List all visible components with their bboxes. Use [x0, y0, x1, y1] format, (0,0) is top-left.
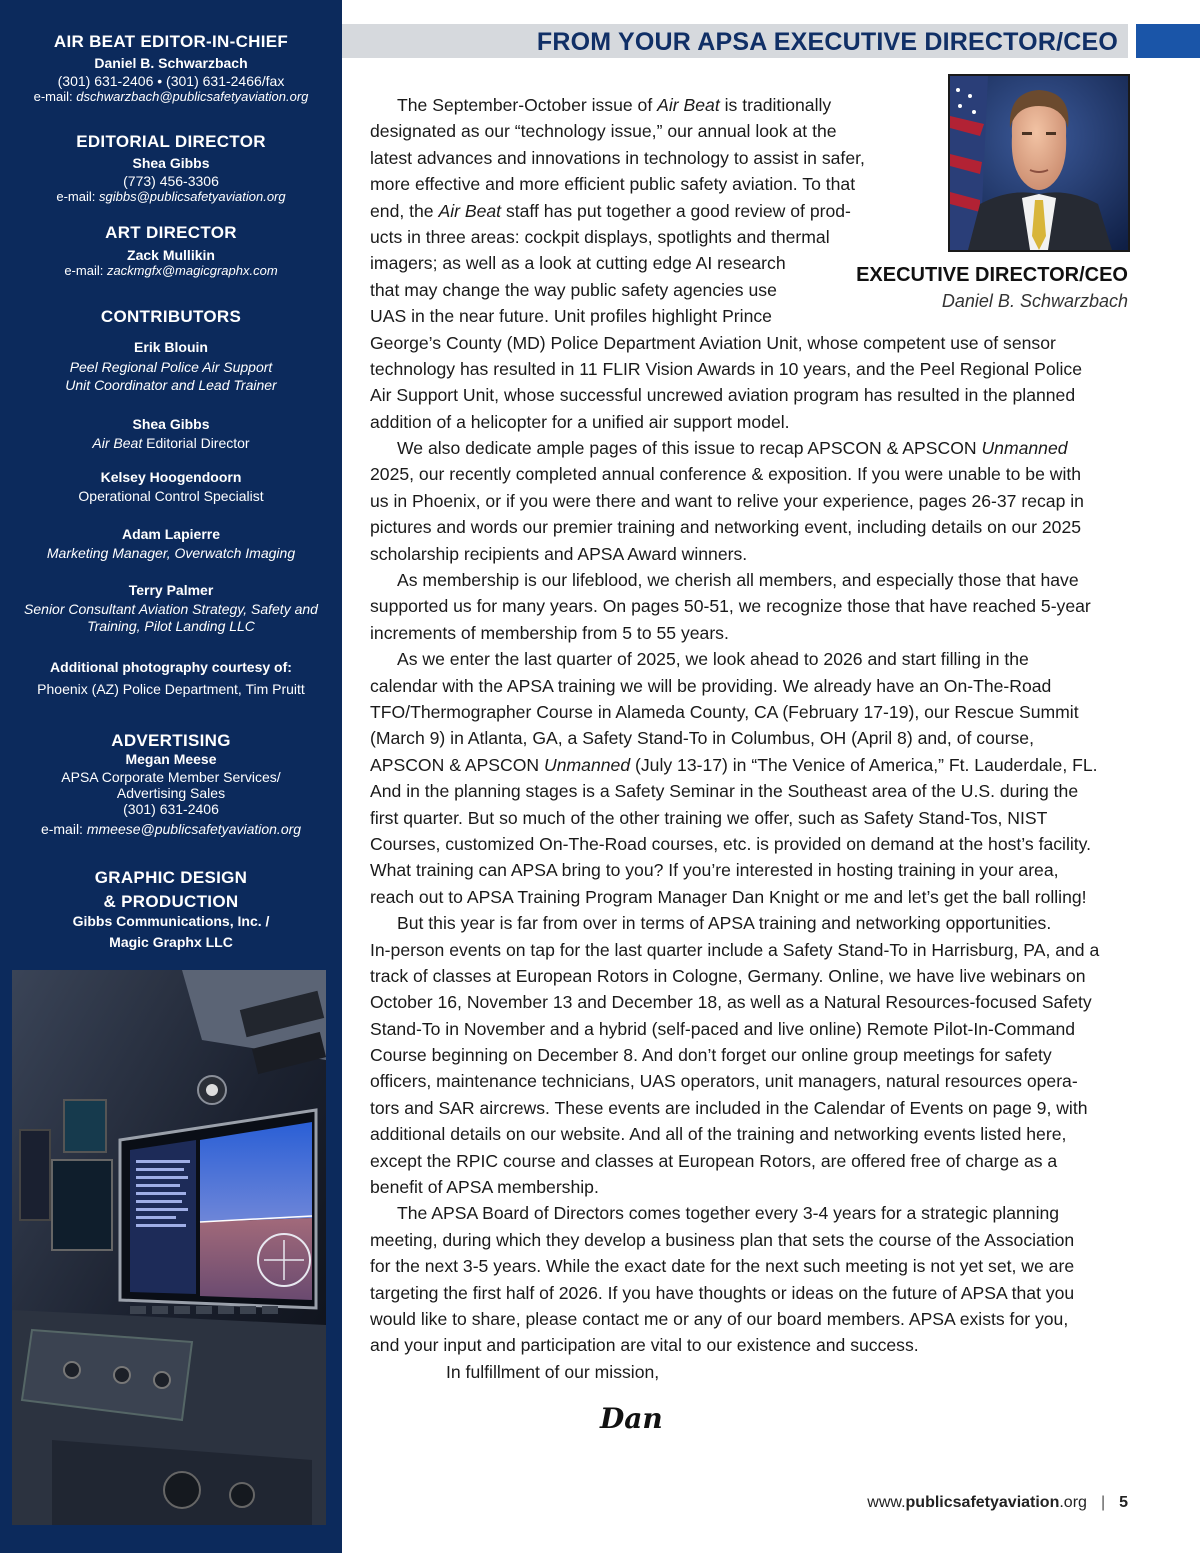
advertising-role: APSA Corporate Member Services/	[61, 769, 281, 785]
article-line: 2025, our recently completed annual conference & exposition. If you were unable to be with	[370, 464, 1082, 485]
article-line: The September-October issue of Air Beat is traditionally	[397, 95, 832, 115]
article-line: first quarter. But so much of the other training we offer, such as Safety Stand-Tos, NIST	[370, 807, 1048, 828]
article-line: additional details on our website. And all of the training and networking events listed here,	[370, 1124, 1067, 1145]
article-line: And in the planning stages is a Safety Seminar in the Southeast area of the U.S. during the	[370, 781, 1079, 802]
contributor-name: Kelsey Hoogendoorn	[100, 469, 242, 485]
page-number: 5	[1119, 1494, 1128, 1511]
contributor-name: Terry Palmer	[128, 582, 214, 598]
editor-in-chief-email: e-mail: dschwarzbach@publicsafetyaviation.org	[33, 89, 309, 104]
article-line: The APSA Board of Directors comes together every 3-4 years for a strategic planning	[397, 1203, 1060, 1224]
website-link[interactable]: www.publicsafetyaviation.org	[867, 1494, 1087, 1511]
page-title: FROM YOUR APSA EXECUTIVE DIRECTOR/CEO	[536, 28, 1118, 56]
article-line: targeting the first half of 2026. If you have thoughts or ideas on the future of APSA that you	[370, 1282, 1075, 1303]
contributor-role: Senior Consultant Aviation Strategy, Safety and	[24, 601, 318, 617]
article-line: track of classes at European Rotors in Cologne, Germany. Online, we have live webinars on	[370, 965, 1086, 986]
graphic-design-heading: & PRODUCTION	[103, 892, 239, 911]
article-line: UAS in the near future. Unit profiles highlight Prince	[370, 306, 772, 327]
advertising-heading: ADVERTISING	[111, 731, 231, 750]
article-line: pictures and words our premier training and networking event, including details on our 2025	[370, 517, 1082, 538]
contributors-heading: CONTRIBUTORS	[100, 307, 242, 326]
cockpit-display-photo	[12, 970, 326, 1525]
article-line: for the next 3-5 years. While the exact date for the next such meeting is not yet set, we are	[370, 1256, 1075, 1277]
editorial-director-email-link[interactable]: sgibbs@publicsafetyaviation.org	[98, 189, 286, 204]
article-line: imagers; as well as a look at cutting edge AI research	[370, 253, 786, 274]
contributor-role: Marketing Manager, Overwatch Imaging	[46, 545, 296, 561]
graphic-design-company: Gibbs Communications, Inc. /	[72, 913, 270, 929]
advertising-phone: (301) 631-2406	[123, 801, 219, 817]
editor-in-chief-email-link[interactable]: dschwarzbach@publicsafetyaviation.org	[76, 89, 309, 104]
article-line: supported us for many years. On pages 50-51, we recognize those that have reached 5-year	[370, 596, 1091, 617]
contributor-role: Air Beat Editorial Director	[92, 435, 250, 451]
article-line: end, the Air Beat staff has put together a good review of prod-	[370, 200, 851, 221]
advertising-email: e-mail: mmeese@publicsafetyaviation.org	[40, 821, 302, 837]
article-line: TFO/Thermographer Course in Alameda County, CA (February 17-19), our Rescue Summit	[370, 701, 1079, 722]
article-line: As membership is our lifeblood, we cherish all members, and especially those that have	[397, 570, 1079, 591]
article-line: (March 9) in Atlanta, GA, a Safety Stand-To in Columbus, OH (April 8) and, of course,	[370, 728, 1034, 749]
editorial-director-name: Shea Gibbs	[132, 155, 210, 171]
contributor-item	[0, 339, 342, 393]
graphic-design-heading: GRAPHIC DESIGN	[94, 868, 248, 887]
contributor-item	[0, 582, 342, 634]
advertising-role: Advertising Sales	[116, 785, 226, 801]
art-director-email: e-mail: zackmgfx@magicgraphx.com	[64, 263, 278, 278]
article-line: calendar with the APSA training we will be providing. We already have an On-The-Road	[370, 675, 1052, 696]
article-line: reach out to APSA Training Program Manager Dan Knight or me and let’s get the ball rolling!	[370, 886, 1087, 907]
editorial-director-email: e-mail: sgibbs@publicsafetyaviation.org	[56, 189, 286, 204]
advertising-section	[0, 731, 342, 837]
art-director-heading: ART DIRECTOR	[105, 223, 237, 242]
art-director-section	[0, 223, 342, 278]
article-line: meeting, during which they develop a business plan that sets the course of the Association	[370, 1229, 1075, 1250]
photo-credit-text: Phoenix (AZ) Police Department, Tim Pruitt	[37, 681, 305, 697]
article-line: except the RPIC course and classes at European Rotors, are offered free of charge as a	[370, 1150, 1058, 1171]
contributor-item	[0, 469, 342, 504]
photo-credit-heading: Additional photography courtesy of:	[50, 659, 292, 675]
contributor-name: Erik Blouin	[134, 339, 208, 355]
closing-line: In fulfillment of our mission,	[446, 1361, 660, 1382]
article-line: designated as our “technology issue,” our annual look at the	[370, 121, 837, 142]
article-line: What training can APSA bring to you? If you’re interested in hosting training in your area,	[370, 860, 1059, 881]
article-body	[370, 92, 1170, 1385]
article-line: scholarship recipients and APSA Award winners.	[370, 543, 748, 564]
article-line: benefit of APSA membership.	[370, 1177, 599, 1198]
graphic-design-company: Magic Graphx LLC	[109, 934, 233, 950]
footer-separator: |	[1100, 1494, 1106, 1511]
header-accent-block	[1136, 24, 1200, 58]
article-line: increments of membership from 5 to 55 years.	[370, 622, 729, 643]
editorial-director-section	[0, 132, 342, 204]
article-line: addition of a helicopter for a unified air support model.	[370, 411, 790, 432]
article-line: October 16, November 13 and December 18, as well as a Natural Resources-focused Safety	[370, 992, 1092, 1013]
article-line: As we enter the last quarter of 2025, we look ahead to 2026 and start filling in the	[397, 649, 1029, 670]
article-line: In-person events on tap for the last quarter include a Safety Stand-To in Harrisburg, PA, and a	[370, 939, 1100, 960]
page-footer	[867, 1494, 1128, 1512]
article-line: would like to share, please contact me or any of our board members. APSA exists for you,	[370, 1308, 1069, 1329]
art-director-email-link[interactable]: zackmgfx@magicgraphx.com	[106, 263, 278, 278]
article-line: us in Phoenix, or if you were there and want to relive your experience, pages 26-37 recap in	[370, 490, 1084, 511]
editorial-director-phone: (773) 456-3306	[123, 173, 219, 189]
editorial-director-heading: EDITORIAL DIRECTOR	[76, 132, 266, 151]
article-line: latest advances and innovations in technology to assist in safer,	[370, 147, 865, 168]
graphic-design-section	[0, 868, 342, 950]
contributor-role: Peel Regional Police Air Support	[69, 359, 273, 375]
article-line: and your input and participation are vital to our existence and success.	[370, 1335, 919, 1356]
article-line: officers, maintenance technicians, UAS operators, unit managers, natural resources opera-	[370, 1071, 1078, 1092]
article-line: technology has resulted in 11 FLIR Vision Awards in 10 years, and the Peel Regional Police	[370, 358, 1083, 379]
article-line: Air Support Unit, whose successful uncrewed aviation program has resulted in the planned	[370, 385, 1076, 406]
contributor-role: Operational Control Specialist	[78, 488, 264, 504]
article-line: APSCON & APSCON Unmanned (July 13-17) in “The Venice of America,” Ft. Lauderdale, FL.	[370, 754, 1098, 775]
advertising-email-link[interactable]: mmeese@publicsafetyaviation.org	[86, 821, 302, 837]
portrait-caption-name: Daniel B. Schwarzbach	[941, 291, 1128, 311]
photo-credit-section	[0, 659, 342, 697]
article-line: Course beginning on December 8. And don’t forget our online group meetings for safety	[370, 1045, 1052, 1066]
contributor-item	[0, 416, 342, 451]
art-director-name: Zack Mullikin	[127, 247, 215, 263]
contributor-role: Training, Pilot Landing LLC	[87, 618, 255, 634]
masthead-sidebar	[0, 0, 342, 1553]
contributor-item	[0, 526, 342, 561]
contributor-name: Shea Gibbs	[132, 416, 210, 432]
editor-in-chief-phone: (301) 631-2406 • (301) 631-2466/fax	[57, 73, 285, 89]
portrait-caption-title: EXECUTIVE DIRECTOR/CEO	[856, 264, 1128, 286]
advertising-name: Megan Meese	[125, 751, 217, 767]
article-line: Courses, customized On-The-Road courses, etc. is provided on demand at the host’s facility.	[370, 833, 1092, 854]
editor-in-chief-heading: AIR BEAT EDITOR-IN-CHIEF	[53, 32, 289, 51]
article-line: George’s County (MD) Police Department Aviation Unit, whose competent use of sensor	[370, 332, 1056, 353]
editor-in-chief-section	[0, 32, 342, 104]
article-line: more effective and more efficient public safety aviation. To that	[370, 174, 856, 195]
article-line: that may change the way public safety agencies use	[370, 279, 777, 300]
article-line: ucts in three areas: cockpit displays, spotlights and thermal	[370, 226, 830, 247]
contributors-section	[0, 307, 342, 327]
article-line: We also dedicate ample pages of this issue to recap APSCON & APSCON Unmanned	[397, 438, 1068, 459]
article-line: But this year is far from over in terms of APSA training and networking opportunities.	[397, 913, 1052, 934]
signature: Dan	[600, 1402, 663, 1435]
article-line: Stand-To in November and a hybrid (self-paced and live online) Remote Pilot-In-Command	[370, 1018, 1076, 1039]
contributor-role: Unit Coordinator and Lead Trainer	[65, 377, 277, 393]
article-line: tors and SAR aircrews. These events are included in the Calendar of Events on page 9, with	[370, 1097, 1088, 1118]
contributor-name: Adam Lapierre	[121, 526, 221, 542]
editor-in-chief-name: Daniel B. Schwarzbach	[94, 55, 248, 71]
